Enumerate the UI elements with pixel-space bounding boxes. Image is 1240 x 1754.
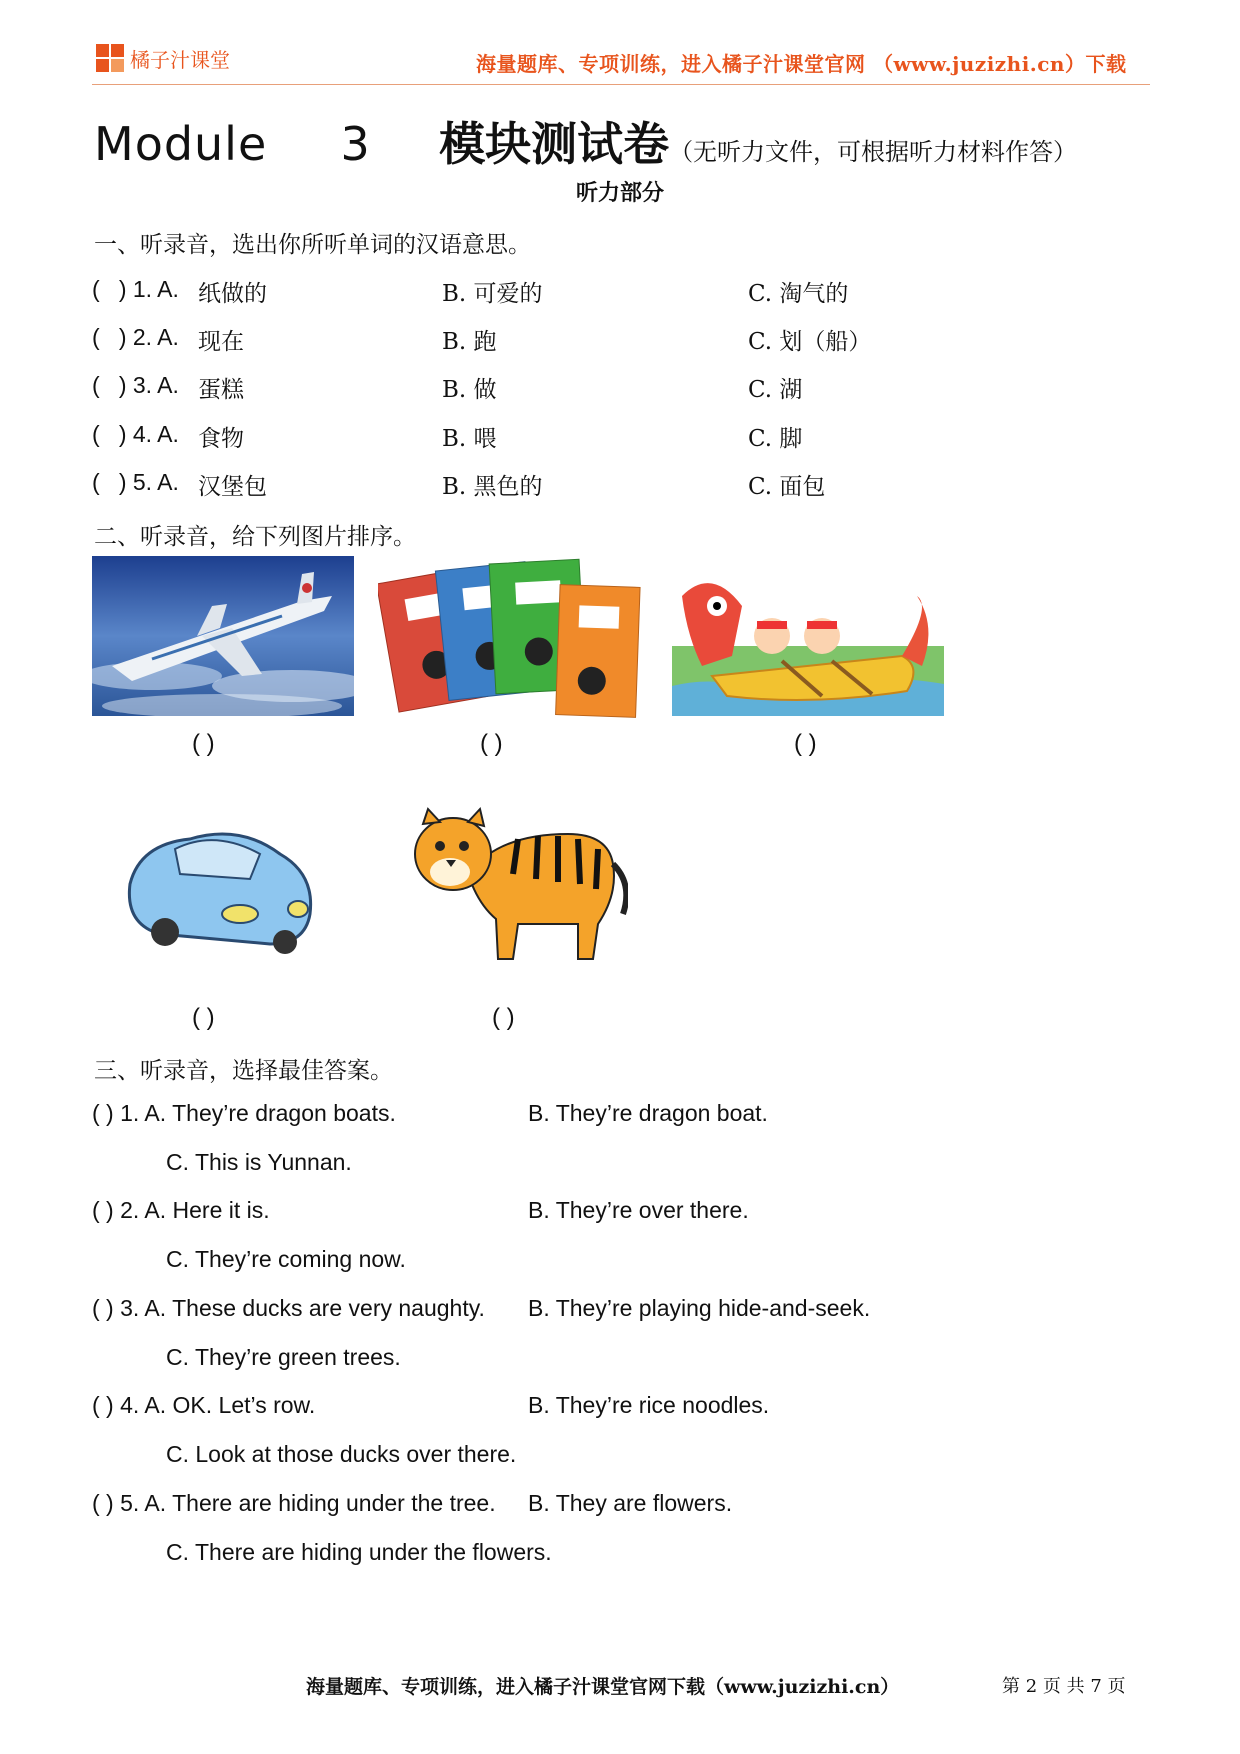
- car-image: [120, 814, 320, 956]
- s2-blank-4[interactable]: ( ): [192, 1004, 215, 1031]
- header-divider: [92, 84, 1150, 85]
- s3-q2-b: B. They’re over there.: [528, 1197, 749, 1223]
- s1-q5-b: B. 黑色的: [442, 474, 543, 500]
- title-note: （无听力文件，可根据听力材料作答）: [669, 138, 1078, 166]
- s3-q2-c: C. They’re coming now.: [166, 1246, 406, 1272]
- brand-name: 橘子汁课堂: [130, 48, 230, 72]
- notebooks-image: [378, 556, 648, 726]
- page-number: 第 2 页 共 7 页: [1002, 1676, 1126, 1697]
- s3-q1-a: ( ) 1. A. They’re dragon boats.: [92, 1100, 396, 1126]
- s1-q1-a: 纸做的: [198, 281, 267, 307]
- title-number: 3: [340, 117, 370, 171]
- s3-q5-b: B. They are flowers.: [528, 1490, 733, 1516]
- s1-q4-b: B. 喂: [442, 426, 497, 452]
- s1-q2-num: ( ) 2. A.: [92, 324, 179, 350]
- s3-q3-a: ( ) 3. A. These ducks are very naughty.: [92, 1295, 485, 1321]
- title-module: Module: [94, 117, 268, 171]
- s2-blank-3[interactable]: ( ): [794, 730, 817, 757]
- section-subtitle: 听力部分: [575, 180, 664, 206]
- s2-blank-2[interactable]: ( ): [480, 730, 503, 757]
- s1-q3-b: B. 做: [442, 377, 497, 403]
- s1-q1-b: B. 可爱的: [442, 281, 543, 307]
- s2-blank-1[interactable]: ( ): [192, 730, 215, 757]
- footer-text: 海量题库、专项训练，进入橘子汁课堂官网下载（www.juzizhi.cn）: [306, 1676, 900, 1698]
- s3-q4-c: C. Look at those ducks over there.: [166, 1441, 517, 1467]
- s1-q2-b: B. 跑: [442, 329, 497, 355]
- s3-q2-a: ( ) 2. A. Here it is.: [92, 1197, 270, 1223]
- s3-q3-c: C. They’re green trees.: [166, 1344, 401, 1370]
- s1-q4-a: 食物: [198, 426, 244, 452]
- s1-q3-num: ( ) 3. A.: [92, 372, 179, 398]
- s1-q4-c: C. 脚: [748, 426, 803, 452]
- s1-q4-num: ( ) 4. A.: [92, 421, 179, 447]
- airplane-image: [92, 556, 354, 716]
- section1-heading: 一、听录音，选出你所听单词的汉语意思。: [94, 232, 531, 258]
- s1-q1-num: ( ) 1. A.: [92, 276, 179, 302]
- header-tagline: 海量题库、专项训练，进入橘子汁课堂官网 （www.juzizhi.cn）下载: [476, 52, 1127, 76]
- s1-q5-num: ( ) 5. A.: [92, 469, 179, 495]
- section3-heading: 三、听录音，选择最佳答案。: [94, 1058, 393, 1084]
- section2-heading: 二、听录音，给下列图片排序。: [94, 524, 416, 550]
- s1-q1-c: C. 淘气的: [748, 281, 849, 307]
- s1-q5-c: C. 面包: [748, 474, 826, 500]
- s1-q2-a: 现在: [198, 329, 244, 355]
- s1-q3-a: 蛋糕: [198, 377, 244, 403]
- tiger-image: [408, 794, 628, 970]
- s3-q1-b: B. They’re dragon boat.: [528, 1100, 768, 1126]
- s3-q4-b: B. They’re rice noodles.: [528, 1392, 770, 1418]
- s3-q5-a: ( ) 5. A. There are hiding under the tree.: [92, 1490, 496, 1516]
- s1-q2-c: C. 划（船）: [748, 329, 872, 355]
- page-title: [94, 108, 1077, 174]
- s3-q1-c: C. This is Yunnan.: [166, 1149, 352, 1175]
- s2-blank-5[interactable]: ( ): [492, 1004, 515, 1031]
- title-cn: 模块测试卷: [439, 117, 670, 171]
- dragon-boat-image: [672, 566, 944, 716]
- s1-q5-a: 汉堡包: [198, 474, 267, 500]
- s3-q3-b: B. They’re playing hide-and-seek.: [528, 1295, 871, 1321]
- s3-q4-a: ( ) 4. A. OK. Let’s row.: [92, 1392, 316, 1418]
- s3-q5-c: C. There are hiding under the flowers.: [166, 1539, 552, 1565]
- s1-q3-c: C. 湖: [748, 377, 803, 403]
- brand-logo: [96, 44, 126, 74]
